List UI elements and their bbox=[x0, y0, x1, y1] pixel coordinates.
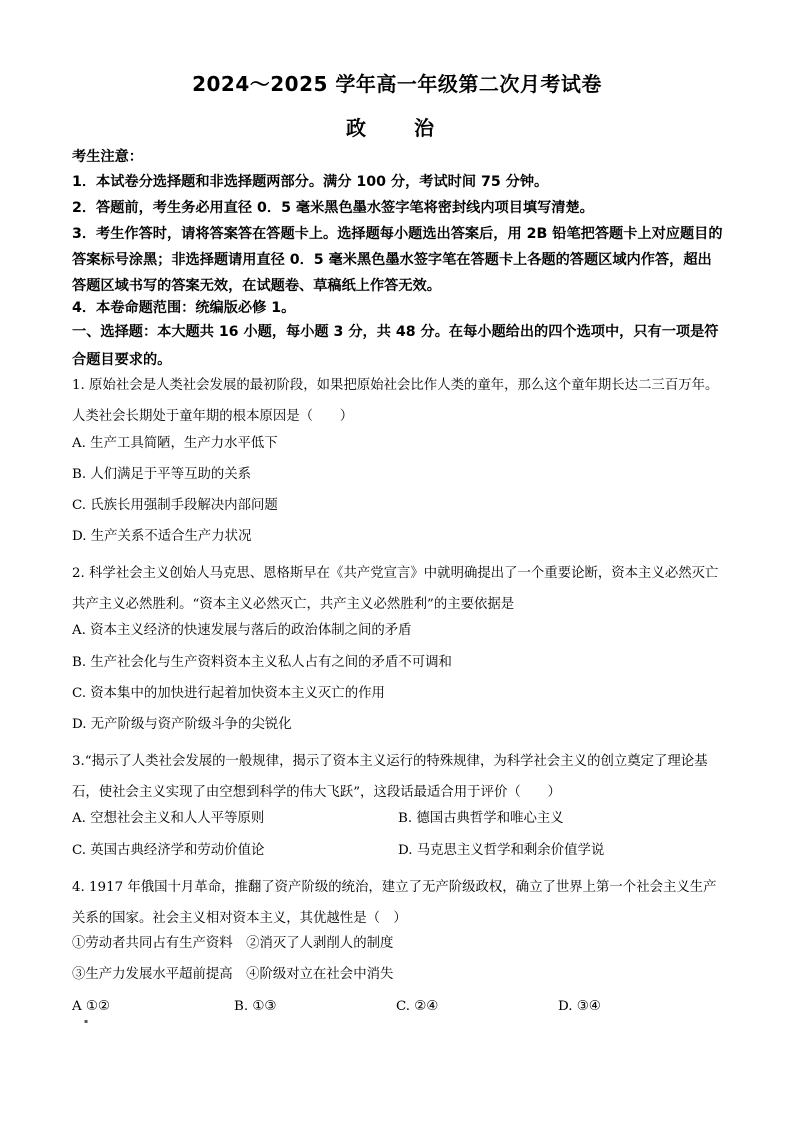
question-1-stem: 1. 原始社会是人类社会发展的最初阶段，如果把原始社会比作人类的童年，那么这个童年期长达二三百万年。人类社会长期处于童年期的根本原因是（ ） bbox=[72, 378, 719, 424]
question-4-stem: 4. 1917 年俄国十月革命，推翻了资产阶级的统治，建立了无产阶级政权，确立了世界上第一个社会主义生产关系的国家。社会主义相对资本主义，其优越性是（ ） bbox=[72, 880, 717, 926]
section-heading: 一、选择题：本大题共 16 小题，每小题 3 分，共 48 分。在每小题给出的四个选项中，只有一项是符合题目要求的。 bbox=[72, 324, 719, 368]
notice-item-2: 2．答题前，考生务必用直径 0．5 毫米黑色墨水签字笔将密封线内项目填写清楚。 bbox=[72, 200, 594, 216]
question-3-option-b: B. 德国古典哲学和唯心主义 bbox=[398, 811, 564, 826]
question-4-option-b: B. ①③ bbox=[234, 999, 277, 1014]
notice-item-4: 4．本卷命题范围：统编版必修 1。 bbox=[72, 300, 296, 316]
notice-heading: 考生注意： bbox=[72, 149, 143, 165]
page-mark: ▪ bbox=[84, 1018, 89, 1025]
question-4-statements-2: ③生产力发展水平超前提高 ④阶级对立在社会中消失 bbox=[72, 967, 394, 982]
question-2-option-d: D. 无产阶级与资产阶级斗争的尖锐化 bbox=[72, 717, 292, 732]
question-2-option-a: A. 资本主义经济的快速发展与落后的政治体制之间的矛盾 bbox=[72, 623, 412, 638]
question-3-option-c: C. 英国古典经济学和劳动价值论 bbox=[72, 843, 265, 858]
question-3-stem: 3.“揭示了人类社会发展的一般规律，揭示了资本主义运行的特殊规律，为科学社会主义的创立奠定了理论基石，使社会主义实现了由空想到科学的伟大飞跃”，这段话最适合用于评价（ ） bbox=[72, 754, 708, 800]
question-1-option-d: D. 生产关系不适合生产力状况 bbox=[72, 529, 252, 544]
question-2-option-b: B. 生产社会化与生产资料资本主义私人占有之间的矛盾不可调和 bbox=[72, 655, 452, 670]
question-3-option-d: D. 马克思主义哲学和剩余价值学说 bbox=[398, 843, 605, 858]
question-2-option-c: C. 资本集中的加快进行起着加快资本主义灭亡的作用 bbox=[72, 686, 385, 701]
question-1-option-c: C. 氏族长用强制手段解决内部问题 bbox=[72, 498, 278, 513]
question-2-stem: 2. 科学社会主义创始人马克思、恩格斯早在《共产党宣言》中就明确提出了一个重要论断，资本主义必然灭亡共产主义必然胜利。“资本主义必然灭亡，共产主义必然胜利”的主要依据是 bbox=[72, 566, 719, 612]
question-1-option-a: A. 生产工具简陋，生产力水平低下 bbox=[72, 436, 278, 451]
exam-title: 2024～2025 学年高一年级第二次月考试卷 bbox=[192, 72, 602, 96]
question-4-statements-1: ①劳动者共同占有生产资料 ②消灭了人剥削人的制度 bbox=[72, 936, 394, 951]
notice-item-3: 3．考生作答时，请将答案答在答题卡上。选择题每小题选出答案后，用 2B 铅笔把答题卡上对应题目的答案标号涂黑；非选择题请用直径 0．5 毫米黑色墨水签字笔在答题卡上各题的答题区域内作答，超出答题区域书写的答案无效，在试题卷、草稿纸上作答无效。 bbox=[72, 226, 723, 294]
notice-item-1: 1．本试卷分选择题和非选择题两部分。满分 100 分，考试时间 75 分钟。 bbox=[72, 174, 549, 190]
question-4-option-c: C. ②④ bbox=[396, 999, 439, 1014]
question-3-option-a: A. 空想社会主义和人人平等原则 bbox=[72, 811, 265, 826]
question-1-option-b: B. 人们满足于平等互助的关系 bbox=[72, 467, 252, 482]
question-4-option-d: D. ③④ bbox=[558, 999, 601, 1014]
subject-title: 政 治 bbox=[346, 116, 448, 140]
question-4-option-a: A ①② bbox=[72, 999, 110, 1014]
